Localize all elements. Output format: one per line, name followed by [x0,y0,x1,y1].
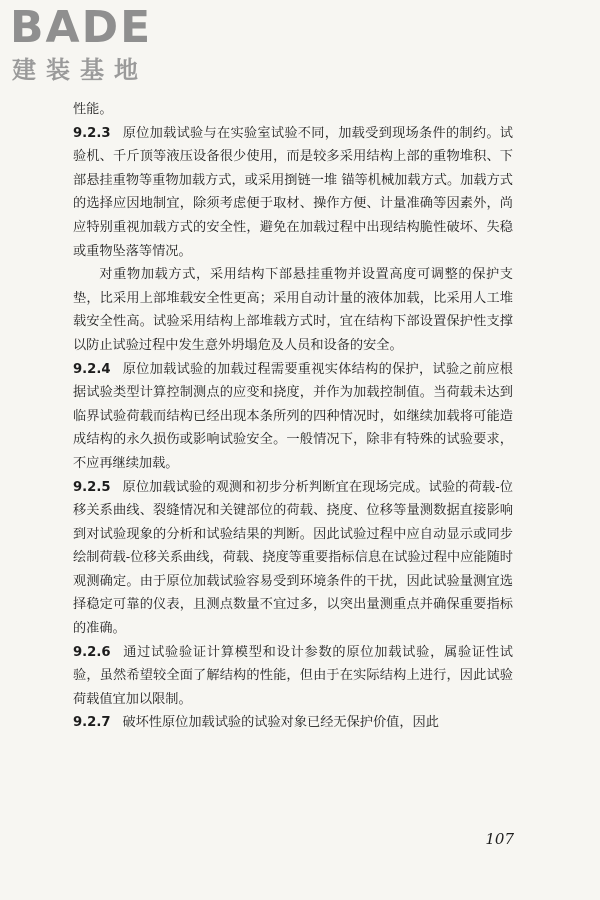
section-number: 9.2.5 [73,479,111,495]
section-9-2-6-para-1 [73,641,513,712]
section-number: 9.2.6 [73,644,111,660]
paragraph-text: 原位加载试验的观测和初步分析判断宜在现场完成。试验的荷载-位移关系曲线、裂缝情况和关键部位的荷载、挠度、位移等量测数据直接影响到对试验现象的分析和试验结果的判断。因此试验过程中应自动显示或同步绘制荷载-位移关系曲线，荷载、挠度等重要指标信息在试验过程中应能随时观测确定。由于原位加载试验容易受到环境条件的干扰，因此试验量测宜选择稳定可靠的仪表，且测点数量不宜过多，以突出量测重点并确保重要指标的准确。 [73,479,513,637]
paragraph-text: 原位加载试验与在实验室试验不同，加载受到现场条件的制约。试验机、千斤顶等液压设备很少使用，而是较多采用结构上部的重物堆积、下部悬挂重物等重物加载方式，或采用捯链一堆 锚等机械加载方式。加载方式的选择应因地制宜，除须考虑便于取材、操作方便、计量准确等因素外，尚应特别重视加载方式的安全性，避免在加载过程中出现结构脆性破坏、失稳或重物坠落等情况。 [73,125,513,259]
section-9-2-3-para-2: 对重物加载方式，采用结构下部悬挂重物并设置高度可调整的保护支垫，比采用上部堆载安全性更高；采用自动计量的液体加载，比采用人工堆载安全性高。试验采用结构上部堆载方式时，宜在结构下部设置保护性支撑以防止试验过程中发生意外坍塌危及人员和设备的安全。 [73,267,513,353]
paragraph-text: 破坏性原位加载试验的试验对象已经无保护价值，因此 [122,715,439,731]
section-number: 9.2.7 [73,715,111,731]
page-body [73,98,513,735]
bade-logo [10,4,180,88]
section-9-2-5-para-1 [73,476,513,641]
intro-line: 性能。 [73,102,113,117]
section-9-2-3-para-1 [73,122,513,264]
logo-main-text: BADE [10,2,153,53]
section-number: 9.2.4 [73,361,111,377]
page-number: 107 [485,830,514,848]
paragraph-text: 原位加载试验的加载过程需要重视实体结构的保护，试验之前应根据试验类型计算控制测点的应变和挠度，并作为加载控制值。当荷载未达到临界试验荷载而结构已经出现本条所列的四种情况时，如继续加载将可能造成结构的永久损伤或影响试验安全。一般情况下，除非有特殊的试验要求，不应再继续加载。 [73,361,513,471]
section-number: 9.2.3 [73,125,111,141]
paragraph-text: 通过试验验证计算模型和设计参数的原位加载试验，属验证性试验，虽然希望较全面了解结构的性能，但由于在实际结构上进行，因此试验荷载值宜加以限制。 [73,644,513,707]
logo-sub-text: 建装基地 [12,56,148,84]
section-9-2-4-para-1 [73,358,513,476]
section-9-2-7-para-1 [73,711,513,735]
